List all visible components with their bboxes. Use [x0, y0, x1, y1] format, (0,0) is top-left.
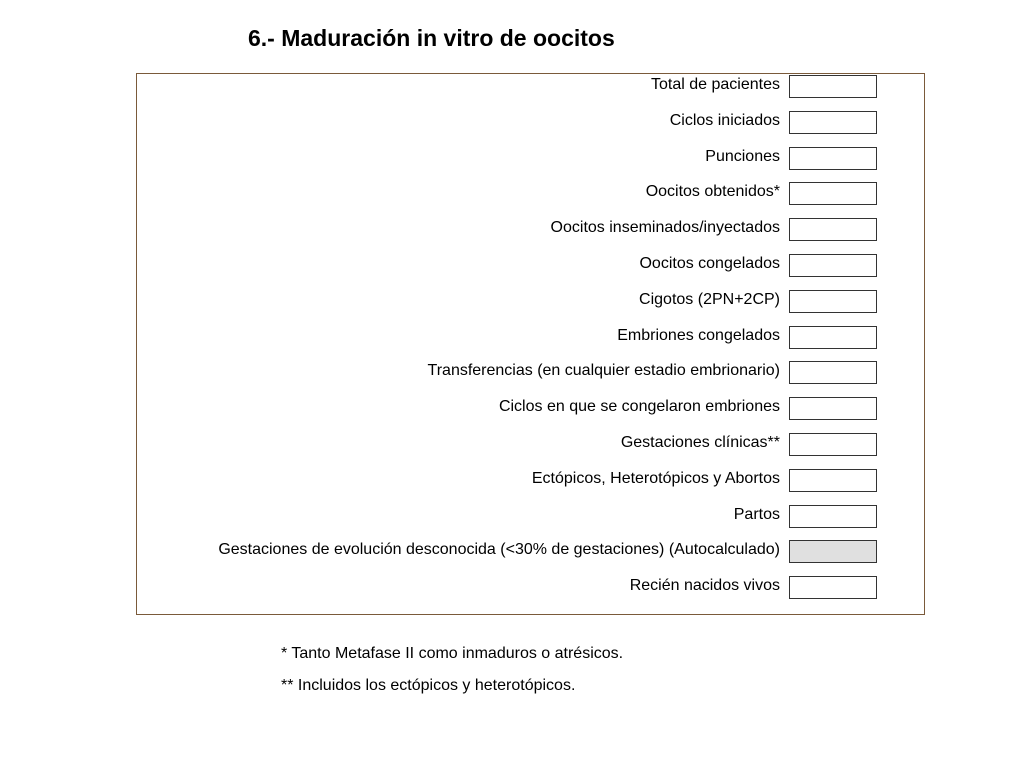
label-ciclos-congelaron: Ciclos en que se congelaron embriones — [498, 398, 780, 416]
row-total-pacientes — [137, 74, 926, 100]
label-cigotos: Cigotos (2PN+2CP) — [639, 290, 780, 308]
row-oocitos-congelados — [137, 253, 926, 279]
label-embriones-congelados: Embriones congelados — [617, 326, 780, 344]
label-gestaciones-clinicas: Gestaciones clínicas** — [620, 434, 780, 451]
oocitos-inseminados-input[interactable] — [789, 218, 877, 241]
label-oocitos-congelados: Oocitos congelados — [639, 255, 780, 272]
row-cigotos — [137, 289, 926, 315]
row-ciclos-congelaron — [137, 396, 926, 422]
transferencias-input[interactable] — [789, 361, 877, 384]
label-total-pacientes: Total de pacientes — [651, 76, 780, 93]
row-ectopicos — [137, 468, 926, 494]
label-ciclos-iniciados: Ciclos iniciados — [669, 111, 780, 129]
row-ciclos-iniciados — [137, 110, 926, 136]
footnotes — [281, 638, 623, 702]
gestaciones-clinicas-input[interactable] — [789, 433, 877, 456]
label-oocitos-obtenidos: Oocitos obtenidos* — [645, 183, 780, 201]
row-gestaciones-clinicas — [137, 432, 926, 458]
embriones-congelados-input[interactable] — [789, 326, 877, 349]
row-partos — [137, 504, 926, 530]
row-embriones-congelados — [137, 325, 926, 351]
row-oocitos-obtenidos — [137, 181, 926, 207]
oocitos-obtenidos-input[interactable] — [789, 182, 877, 205]
punciones-input[interactable] — [789, 147, 877, 170]
cigotos-input[interactable] — [789, 290, 877, 313]
row-transferencias — [137, 360, 926, 386]
oocitos-congelados-input[interactable] — [789, 254, 877, 277]
footnote-1: * Tanto Metafase II como inmaduros o atrésicos. — [281, 645, 624, 662]
ciclos-congelaron-input[interactable] — [789, 397, 877, 420]
label-oocitos-inseminados: Oocitos inseminados/inyectados — [550, 219, 780, 237]
partos-input[interactable] — [789, 505, 877, 528]
recien-nacidos-input[interactable] — [789, 576, 877, 599]
label-recien-nacidos: Recién nacidos vivos — [629, 577, 780, 595]
page-title: 6.- Maduración in vitro de oocitos — [248, 25, 615, 51]
ciclos-iniciados-input[interactable] — [789, 111, 877, 134]
form-frame — [136, 73, 925, 615]
ectopicos-input[interactable] — [789, 469, 877, 492]
label-transferencias: Transferencias (en cualquier estadio embrionario) — [427, 362, 780, 380]
row-recien-nacidos — [137, 575, 926, 601]
evolucion-desconocida-autocalc-field — [789, 540, 877, 563]
row-oocitos-inseminados — [137, 217, 926, 243]
row-punciones — [137, 146, 926, 172]
label-partos: Partos — [733, 505, 780, 523]
label-punciones: Punciones — [705, 147, 780, 165]
footnote-2: ** Incluidos los ectópicos y heterotópicos. — [281, 677, 576, 694]
total-pacientes-input[interactable] — [789, 75, 877, 98]
row-evolucion-desconocida — [137, 539, 926, 565]
label-evolucion-desconocida: Gestaciones de evolución desconocida (<30% de gestaciones) (Autocalculado) — [218, 541, 780, 559]
label-ectopicos: Ectópicos, Heterotópicos y Abortos — [531, 469, 780, 487]
